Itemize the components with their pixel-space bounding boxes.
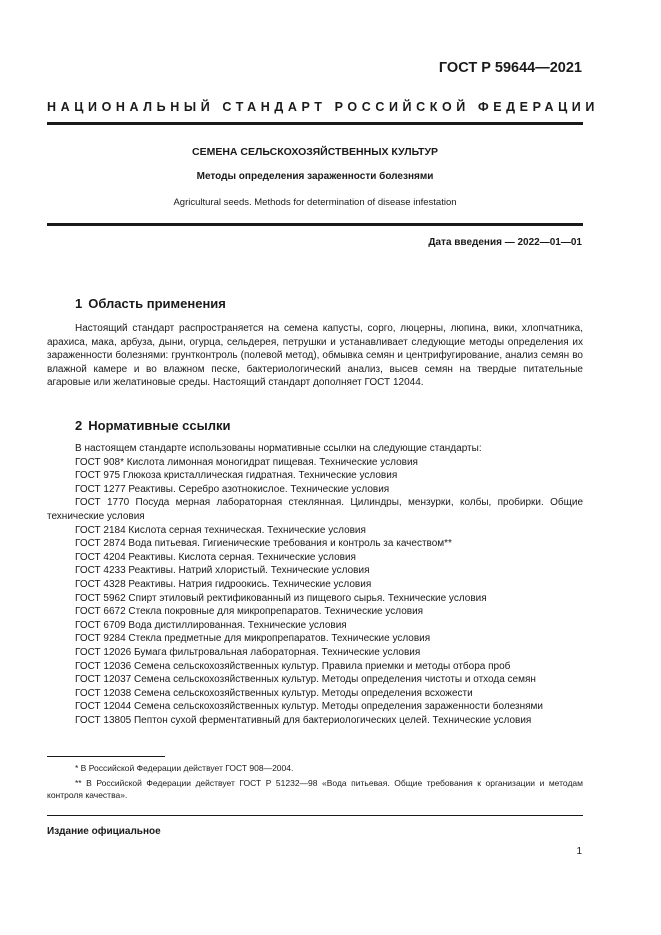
page-number: 1 <box>576 846 582 857</box>
introduction-date: Дата введения — 2022—01—01 <box>428 237 582 248</box>
reference-item: ГОСТ 13805 Пептон сухой ферментативный для бактериологических целей. Технические условия <box>75 714 532 726</box>
reference-item: ГОСТ 12044 Семена сельскохозяйственных культур. Методы определения зараженности болезнями <box>75 701 544 713</box>
footnote-divider <box>47 756 165 757</box>
section-1-heading <box>75 296 226 311</box>
top-divider <box>47 122 583 125</box>
reference-item: ГОСТ 1277 Реактивы. Серебро азотнокислое. Технические условия <box>75 483 390 495</box>
reference-item: ГОСТ 4328 Реактивы. Натрия гидроокись. Технические условия <box>75 578 372 590</box>
reference-item: ГОСТ 1770 Посуда мерная лабораторная стеклянная. Цилиндры, мензурки, колбы, пробирки. Общие технические условия <box>47 497 583 522</box>
reference-item: ГОСТ 908* Кислота лимонная моногидрат пищевая. Технические условия <box>75 456 418 468</box>
edition-label: Издание официальное <box>47 826 161 837</box>
english-title: Agricultural seeds. Methods for determination of disease infestation <box>173 197 457 208</box>
section-2-heading <box>75 418 230 433</box>
section-1-number: 1 <box>75 296 83 311</box>
reference-item: ГОСТ 12038 Семена сельскохозяйственных культур. Методы определения всхожести <box>75 687 473 699</box>
section-2-title: Нормативные ссылки <box>88 418 231 433</box>
document-subtitle: Методы определения зараженности болезнями <box>196 171 434 182</box>
section-2-number: 2 <box>75 418 83 433</box>
section-1-text: Настоящий стандарт распространяется на семена капусты, сорго, люцерны, люпина, вики, хлопчатника, арахиса, мака, арбуза, дыни, огурца, сельдерея, петрушки и устанавливает следующие методы определения их зараженности болезнями: грунтконтроль (полевой метод), обмывка семян и центрифугирование, анализ семян во влажной камере и во влажном песке, бактериологический анализ, высев семян на твердые питательные агаровые или желатиновые среды. Настоящий стандарт дополняет ГОСТ 12044. <box>47 323 583 389</box>
references-list <box>47 442 583 727</box>
standard-number: ГОСТ Р 59644—2021 <box>438 60 582 76</box>
reference-item: ГОСТ 975 Глюкоза кристаллическая гидратная. Технические условия <box>75 470 398 482</box>
reference-item: ГОСТ 6672 Стекла покровные для микропрепаратов. Технические условия <box>75 606 424 618</box>
reference-item: ГОСТ 4233 Реактивы. Натрий хлористый. Технические условия <box>75 565 370 577</box>
footer-divider <box>47 815 583 816</box>
footnote-1: * В Российской Федерации действует ГОСТ 908—2004. <box>75 763 294 773</box>
document-title: СЕМЕНА СЕЛЬСКОХОЗЯЙСТВЕННЫХ КУЛЬТУР <box>191 146 439 158</box>
reference-item: ГОСТ 9284 Стекла предметные для микропрепаратов. Технические условия <box>75 633 431 645</box>
reference-item: ГОСТ 2184 Кислота серная техническая. Технические условия <box>75 524 366 536</box>
title-divider <box>47 223 583 226</box>
reference-item: ГОСТ 12026 Бумага фильтровальная лабораторная. Технические условия <box>75 646 421 658</box>
national-standard-banner: НАЦИОНАЛЬНЫЙ СТАНДАРТ РОССИЙСКОЙ ФЕДЕРАЦИИ <box>47 100 599 114</box>
reference-item: ГОСТ 6709 Вода дистиллированная. Технические условия <box>75 619 347 631</box>
reference-item: ГОСТ 12037 Семена сельскохозяйственных культур. Методы определения чистоты и отхода семян <box>75 674 536 686</box>
section-1-title: Область применения <box>88 296 226 311</box>
reference-item: ГОСТ 2874 Вода питьевая. Гигиенические требования и контроль за качеством** <box>75 538 452 550</box>
footnote-2: ** В Российской Федерации действует ГОСТ Р 51232—98 «Вода питьевая. Общие требования к организации и методам контроля качества». <box>47 778 583 800</box>
references-intro: В настоящем стандарте использованы нормативные ссылки на следующие стандарты: <box>75 443 482 454</box>
reference-item: ГОСТ 4204 Реактивы. Кислота серная. Технические условия <box>75 551 356 563</box>
reference-item: ГОСТ 5962 Спирт этиловый ректификованный из пищевого сырья. Технические условия <box>75 592 487 604</box>
reference-item: ГОСТ 12036 Семена сельскохозяйственных культур. Правила приемки и методы отбора проб <box>75 660 511 672</box>
